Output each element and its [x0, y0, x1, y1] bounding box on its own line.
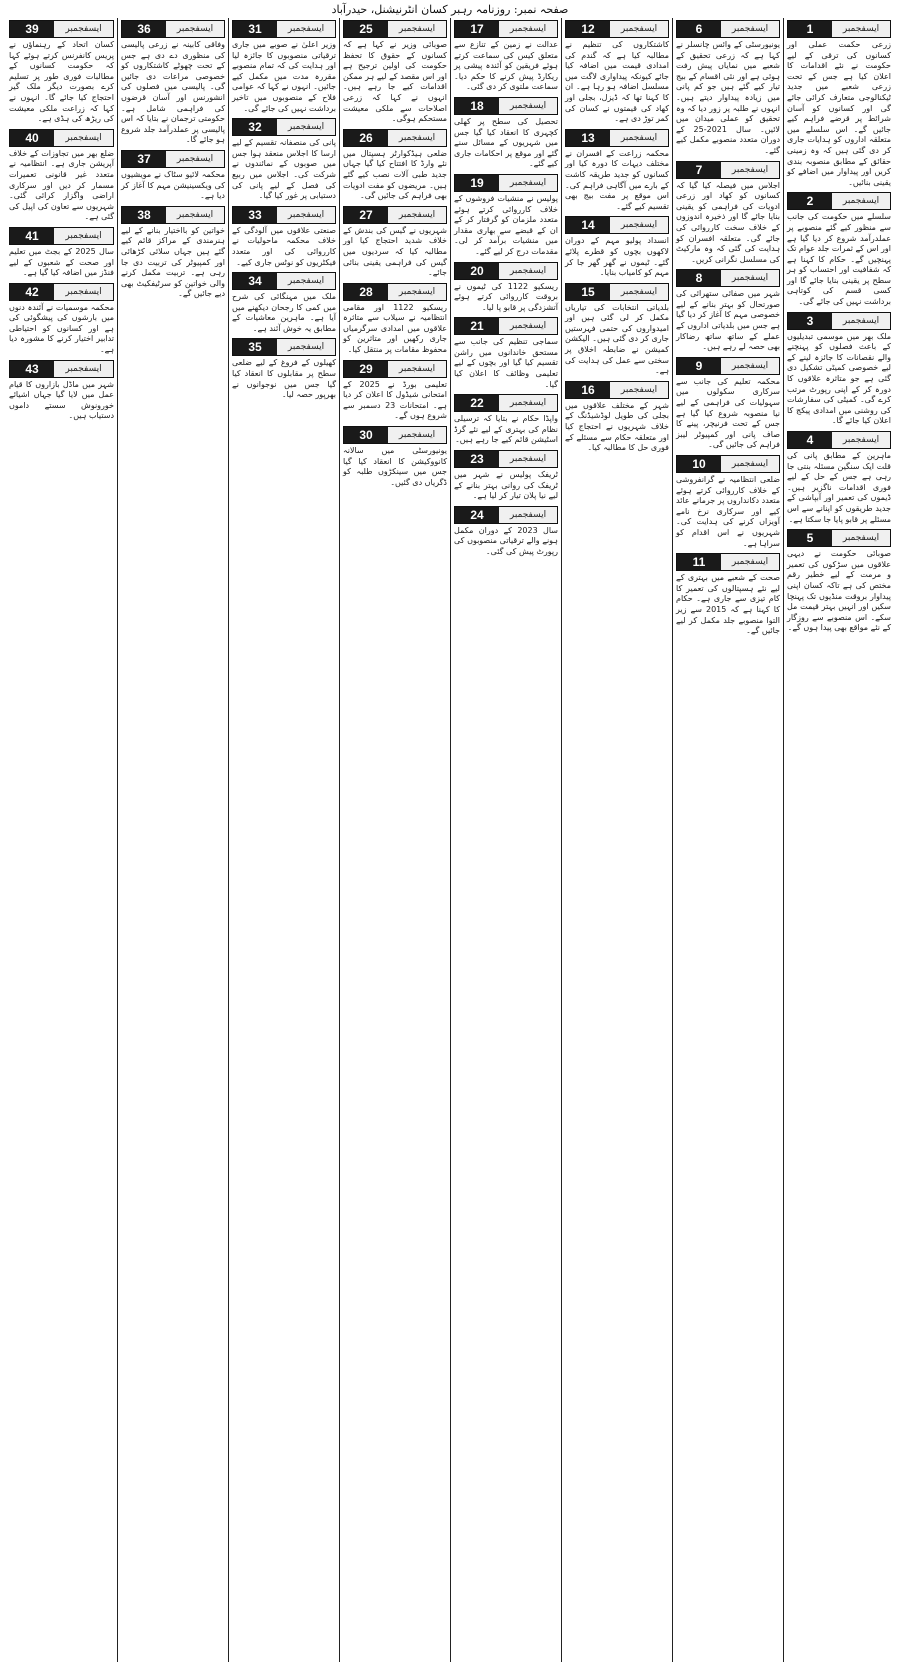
item-header-box	[9, 283, 114, 301]
item-body-text: ملک بھر میں موسمی تبدیلیوں کے باعث فصلوں کو پہنچنے والے نقصانات کا جائزہ لینے کے لیے خصوصی کمیٹی تشکیل دی گئی ہے جو متاثرہ علاقوں کا دورہ کر کے اپنی رپورٹ مرتب کرے گی۔ کمیٹی کی سفارشات کی روشنی میں امدادی پیکج کا اعلان کیا جائے گا۔	[787, 331, 891, 426]
item-number: 35	[233, 339, 277, 355]
item-number: 9	[677, 358, 721, 374]
item-header-box	[787, 431, 891, 449]
item-body-text: ضلع بھر میں تجاوزات کے خلاف آپریشن جاری ہے۔ انتظامیہ نے متعدد غیر قانونی تعمیرات مسمار کر دیں اور سرکاری اراضی واگزار کرائی گئی۔ شہریوں سے تعاون کی اپیل کی گئی ہے۔	[9, 148, 114, 222]
news-item	[454, 97, 558, 170]
item-header-box	[454, 174, 558, 192]
item-number: 23	[455, 451, 499, 467]
item-header-box	[676, 269, 780, 287]
item-number: 2	[788, 193, 832, 209]
item-number: 40	[10, 130, 54, 146]
item-section-label: ایسفجمبر	[731, 557, 769, 568]
item-number: 18	[455, 98, 499, 114]
item-number: 24	[455, 507, 499, 523]
news-item	[676, 269, 780, 353]
item-header-box	[565, 216, 669, 234]
item-header-box	[454, 97, 558, 115]
item-number: 31	[233, 21, 277, 37]
item-number: 26	[344, 130, 388, 146]
item-section-label: ایسفجمبر	[176, 24, 214, 34]
news-item	[454, 506, 558, 558]
item-header-box	[232, 206, 336, 224]
item-body-text: صنعتی علاقوں میں آلودگی کے خلاف محکمہ ماحولیات نے کارروائی کی اور متعدد فیکٹریوں کو نوٹس جاری کیے۔	[232, 225, 336, 267]
item-section-label: ایسفجمبر	[65, 230, 102, 241]
item-number: 36	[122, 21, 166, 37]
item-header-box	[565, 20, 669, 38]
item-number: 5	[788, 530, 832, 546]
item-number: 30	[344, 427, 388, 443]
item-section-label: ایسفجمبر	[731, 360, 769, 371]
item-body-text: ضلعی ہیڈکوارٹر ہسپتال میں نئے وارڈ کا افتتاح کیا گیا جہاں جدید طبی آلات نصب کیے گئے ہیں۔ مریضوں کو مفت ادویات بھی فراہم کی جائیں گی۔	[343, 148, 447, 201]
item-number: 29	[344, 361, 388, 377]
item-number: 4	[788, 432, 832, 448]
item-section-label: ایسفجمبر	[509, 177, 547, 188]
news-item	[676, 357, 780, 451]
item-number: 34	[233, 273, 277, 289]
news-item	[9, 283, 114, 356]
item-body-text: سال 2025 کے بجٹ میں تعلیم اور صحت کے شعبوں کے لیے فنڈز میں اضافہ کیا گیا ہے۔	[9, 246, 114, 278]
item-body-text: محکمہ موسمیات نے آئندہ دنوں میں بارشوں کی پیشگوئی کی ہے اور کسانوں کو احتیاطی تدابیر اختیار کرنے کا مشورہ دیا ہے۔	[9, 302, 114, 355]
item-header-box	[676, 357, 780, 375]
item-number: 28	[344, 284, 388, 300]
item-body-text: کاشتکاروں کی تنظیم نے مطالبہ کیا ہے کہ گندم کی امدادی قیمت میں اضافہ کیا جائے کیونکہ پیداواری لاگت میں مسلسل اضافہ ہو رہا ہے۔ ان کا کہنا تھا کہ ڈیزل، بجلی اور کھاد کی قیمتوں نے کسان کی کمر توڑ دی ہے۔	[565, 40, 669, 124]
item-header-box	[676, 553, 780, 571]
item-number: 38	[122, 207, 166, 223]
news-item	[565, 381, 669, 454]
item-section-label: ایسفجمبر	[176, 209, 214, 220]
news-item	[565, 129, 669, 213]
item-number: 8	[677, 270, 721, 286]
news-item	[787, 431, 891, 525]
item-section-label: ایسفجمبر	[398, 132, 436, 143]
item-header-box	[454, 20, 558, 38]
item-section-label: ایسفجمبر	[620, 286, 658, 297]
item-body-text: تحصیل کی سطح پر کھلی کچہری کا انعقاد کیا گیا جس میں شہریوں کے مسائل سنے گئے اور موقع پر احکامات جاری کیے گئے۔	[454, 116, 558, 169]
item-header-box	[565, 381, 669, 399]
item-header-box	[343, 206, 447, 224]
item-header-box	[9, 360, 114, 378]
news-item	[232, 206, 336, 268]
news-item	[454, 174, 558, 258]
item-header-box	[454, 450, 558, 468]
item-number: 6	[677, 21, 721, 37]
item-header-box	[787, 20, 891, 38]
news-item	[232, 118, 336, 202]
item-body-text: وزیر اعلیٰ نے صوبے میں جاری ترقیاتی منصوبوں کا جائزہ لیا اور ہدایت کی کہ تمام منصوبے مقررہ مدت میں مکمل کیے جائیں۔ انہوں نے کہا کہ عوامی فلاح کے منصوبوں میں تاخیر برداشت نہیں کی جائے گی۔	[232, 40, 336, 113]
item-section-label: ایسفجمبر	[509, 321, 547, 332]
news-item	[343, 426, 447, 488]
news-column	[672, 18, 783, 1662]
item-number: 7	[677, 162, 721, 178]
news-item	[9, 129, 114, 223]
item-section-label: ایسفجمبر	[731, 24, 769, 34]
news-item	[454, 317, 558, 390]
news-column	[561, 18, 672, 1662]
news-item	[454, 20, 558, 93]
news-item	[676, 161, 780, 266]
item-section-label: ایسفجمبر	[65, 363, 102, 374]
item-section-label: ایسفجمبر	[731, 164, 769, 175]
item-number: 12	[566, 21, 610, 37]
news-item	[787, 20, 891, 188]
news-column	[117, 18, 228, 1662]
news-column	[339, 18, 450, 1662]
item-body-text: شہر کے مختلف علاقوں میں بجلی کی طویل لوڈشیڈنگ کے خلاف شہریوں نے احتجاج کیا اور متعلقہ حکام سے مسئلے کے فوری حل کا مطالبہ کیا۔	[565, 400, 669, 453]
item-header-box	[9, 129, 114, 147]
item-section-label: ایسفجمبر	[398, 286, 436, 297]
item-section-label: ایسفجمبر	[842, 196, 880, 207]
news-item	[343, 283, 447, 356]
news-item	[232, 338, 336, 400]
item-number: 3	[788, 313, 832, 329]
item-body-text: شہریوں نے گیس کی بندش کے خلاف شدید احتجاج کیا اور مطالبہ کیا کہ سردیوں میں گیس کی فراہمی یقینی بنائی جائے۔	[343, 225, 447, 278]
item-section-label: ایسفجمبر	[65, 286, 102, 297]
item-header-box	[454, 317, 558, 335]
item-body-text: کھیلوں کے فروغ کے لیے ضلعی سطح پر مقابلوں کا انعقاد کیا گیا جس میں نوجوانوں نے بھرپور حصہ لیا۔	[232, 358, 336, 400]
item-header-box	[454, 262, 558, 280]
item-body-text: واپڈا حکام نے بتایا کہ ترسیلی نظام کی بہتری کے لیے نئے گرڈ اسٹیشن قائم کیے جا رہے ہیں۔	[454, 414, 558, 445]
news-item	[121, 206, 225, 300]
item-body-text: صوبائی وزیر نے کہا ہے کہ کسانوں کے حقوق کا تحفظ حکومت کی اولین ترجیح ہے اور اس مقصد کے لیے ہر ممکن اقدامات کیے جا رہے ہیں۔ انہوں نے کہا کہ زرعی اصلاحات سے ملکی معیشت مستحکم ہوگی۔	[343, 40, 447, 124]
item-number: 42	[10, 284, 54, 300]
item-header-box	[676, 20, 780, 38]
item-body-text: ریسکیو 1122 کی ٹیموں نے بروقت کارروائی کرتے ہوئے آتشزدگی پر قابو پا لیا۔	[454, 281, 558, 312]
news-item	[9, 360, 114, 422]
item-header-box	[343, 129, 447, 147]
item-section-label: ایسفجمبر	[509, 265, 547, 276]
item-body-text: ماہرین کے مطابق پانی کی قلت ایک سنگین مسئلہ بنتی جا رہی ہے جس کے حل کے لیے فوری اقدامات ناگزیر ہیں۔ ڈیموں کی تعمیر اور آبپاشی کے جدید طریقوں کو اپنانے سے اس مسئلے پر قابو پایا جا سکتا ہے۔	[787, 451, 891, 524]
item-header-box	[232, 118, 336, 136]
news-item	[121, 150, 225, 202]
columns-container	[6, 18, 894, 1662]
news-column	[228, 18, 339, 1662]
item-section-label: ایسفجمبر	[65, 132, 102, 143]
item-number: 27	[344, 207, 388, 223]
item-number: 17	[455, 21, 499, 37]
news-item	[343, 206, 447, 279]
news-item	[454, 262, 558, 314]
item-section-label: ایسفجمبر	[287, 209, 325, 220]
item-section-label: ایسفجمبر	[398, 24, 436, 34]
news-item	[676, 553, 780, 637]
item-number: 14	[566, 217, 610, 233]
item-body-text: خواتین کو بااختیار بنانے کے لیے ہنرمندی کے مراکز قائم کیے گئے ہیں جہاں سلائی کڑھائی اور کمپیوٹر کی تربیت دی جا رہی ہے۔ تربیت مکمل کرنے والی خواتین کو سرٹیفکیٹ بھی دیے جائیں گے۔	[121, 225, 225, 299]
item-number: 25	[344, 21, 388, 37]
item-section-label: ایسفجمبر	[620, 220, 658, 231]
item-body-text: محکمہ تعلیم کی جانب سے سرکاری سکولوں میں سہولیات کی فراہمی کے لیے نیا منصوبہ شروع کیا گیا ہے جس کے تحت فرنیچر، پینے کا صاف پانی اور کمپیوٹر لیبز فراہم کی جائیں گی۔	[676, 376, 780, 450]
item-header-box	[565, 283, 669, 301]
item-section-label: ایسفجمبر	[842, 315, 880, 326]
item-number: 11	[677, 554, 721, 570]
item-number: 33	[233, 207, 277, 223]
item-section-label: ایسفجمبر	[731, 273, 769, 284]
item-body-text: عدالت نے زمین کے تنازع سے متعلق کیس کی سماعت کرتے ہوئے فریقین کو آئندہ پیشی پر ریکارڈ پیش کرنے کا حکم دیا۔ سماعت ملتوی کر دی گئی۔	[454, 40, 558, 92]
item-header-box	[343, 20, 447, 38]
item-number: 43	[10, 361, 54, 377]
item-header-box	[343, 426, 447, 444]
item-section-label: ایسفجمبر	[842, 435, 880, 445]
item-body-text: شہر میں ماڈل بازاروں کا قیام عمل میں لایا گیا جہاں اشیائے خورونوش سستے داموں دستیاب ہیں۔	[9, 379, 114, 421]
item-header-box	[676, 455, 780, 473]
item-section-label: ایسفجمبر	[731, 459, 769, 469]
item-header-box	[121, 206, 225, 224]
item-header-box	[343, 360, 447, 378]
item-header-box	[232, 272, 336, 290]
item-section-label: ایسفجمبر	[287, 342, 325, 353]
news-column	[6, 18, 117, 1662]
news-column	[783, 18, 894, 1662]
news-item	[232, 272, 336, 334]
page-masthead: صفحہ نمبر: روزنامہ رہبر کسان انٹرنیشنل، حیدرآباد	[331, 3, 569, 16]
item-section-label: ایسفجمبر	[509, 454, 547, 465]
item-body-text: ملک میں مہنگائی کی شرح میں کمی کا رجحان دیکھنے میں آیا ہے۔ ماہرین معاشیات کے مطابق یہ خوش آئند ہے۔	[232, 292, 336, 333]
item-header-box	[9, 20, 114, 38]
item-header-box	[232, 20, 336, 38]
news-column	[450, 18, 561, 1662]
item-header-box	[787, 192, 891, 210]
item-body-text: ریسکیو 1122 اور مقامی انتظامیہ نے سیلاب سے متاثرہ علاقوں میں امدادی سرگرمیاں جاری رکھیں اور متاثرین کو محفوظ مقامات پر منتقل کیا۔	[343, 302, 447, 355]
item-header-box	[787, 312, 891, 330]
news-item	[787, 312, 891, 427]
news-item	[676, 455, 780, 549]
item-body-text: تعلیمی بورڈ نے 2025 کے امتحانی شیڈول کا اعلان کر دیا ہے۔ امتحانات 23 دسمبر سے شروع ہوں گے۔	[343, 379, 447, 421]
item-body-text: کسان اتحاد کے رہنماؤں نے پریس کانفرنس کرتے ہوئے کہا کہ حکومت کسانوں کے مطالبات فوری طور پر تسلیم کرے بصورت دیگر ملک گیر احتجاج کیا جائے گا۔ انہوں نے کہا کہ زراعت ملکی معیشت کی ریڑھ کی ہڈی ہے۔	[9, 40, 114, 124]
item-body-text: زرعی حکمت عملی اور کسانوں کی ترقی کے لیے حکومت نے نئے اقدامات کا اعلان کیا ہے جس کے تحت زرعی شعبے میں جدید ٹیکنالوجی متعارف کرائی جائے گی اور کسانوں کو آسان شرائط پر قرضے فراہم کیے جائیں گے۔ اس سلسلے میں متعلقہ اداروں کو ہدایات جاری کر دی گئی ہیں کہ وہ زمینی حقائق کے مطابق منصوبہ بندی کریں اور پیداوار میں اضافے کو یقینی بنائیں۔	[787, 40, 891, 187]
item-number: 41	[10, 228, 54, 244]
item-section-label: ایسفجمبر	[620, 384, 658, 395]
item-section-label: ایسفجمبر	[620, 24, 658, 34]
item-section-label: ایسفجمبر	[287, 122, 325, 133]
item-body-text: یونیورسٹی میں سالانہ کانووکیشن کا انعقاد کیا گیا جس میں سینکڑوں طلبہ کو ڈگریاں دی گئیں۔	[343, 446, 447, 487]
item-header-box	[676, 161, 780, 179]
item-section-label: ایسفجمبر	[509, 509, 547, 520]
item-section-label: ایسفجمبر	[65, 24, 102, 34]
item-number: 39	[10, 21, 54, 37]
news-item	[565, 283, 669, 377]
item-section-label: ایسفجمبر	[842, 533, 880, 544]
item-body-text: وفاقی کابینہ نے زرعی پالیسی کی منظوری دے دی ہے جس کے تحت چھوٹے کاشتکاروں کو خصوصی مراعات دی جائیں گی۔ پالیسی میں فصلوں کی انشورنس اور آسان قرضوں کی فراہمی شامل ہے۔ حکومتی ترجمان نے بتایا کہ اس پالیسی پر عملدرآمد جلد شروع ہو جائے گا۔	[121, 40, 225, 145]
item-body-text: انسداد پولیو مہم کے دوران لاکھوں بچوں کو قطرے پلائے گئے۔ ٹیموں نے گھر گھر جا کر مہم کو کامیاب بنایا۔	[565, 236, 669, 278]
news-item	[787, 529, 891, 634]
item-body-text: سماجی تنظیم کی جانب سے مستحق خاندانوں میں راشن تقسیم کیا گیا اور بچوں کے لیے تعلیمی وظائف کا اعلان کیا گیا۔	[454, 337, 558, 389]
item-body-text: شہر میں صفائی ستھرائی کی صورتحال کو بہتر بنانے کے لیے خصوصی مہم کا آغاز کر دیا گیا ہے جس میں بلدیاتی اداروں کے عملے کے ساتھ ساتھ رضاکار بھی حصہ لے رہے ہیں۔	[676, 289, 780, 352]
item-number: 22	[455, 395, 499, 411]
item-body-text: ٹریفک پولیس نے شہر میں ٹریفک کی روانی بہتر بنانے کے لیے نیا پلان تیار کر لیا ہے۔	[454, 470, 558, 501]
item-number: 19	[455, 175, 499, 191]
news-item	[232, 20, 336, 114]
news-item	[565, 216, 669, 278]
item-number: 16	[566, 382, 610, 398]
item-header-box	[121, 150, 225, 168]
item-section-label: ایسفجمبر	[842, 24, 880, 34]
item-body-text: یونیورسٹی کے وائس چانسلر نے کہا ہے کہ زرعی تحقیق کے شعبے میں نمایاں پیش رفت ہوئی ہے اور نئی اقسام کے بیج تیار کیے گئے ہیں جو کم پانی میں زیادہ پیداوار دیتے ہیں۔ انہوں نے طلبہ پر زور دیا کہ وہ تحقیق کو عملی میدان میں لائیں۔ سال 2021-25 کے دوران متعدد منصوبے مکمل کیے گئے۔	[676, 40, 780, 155]
news-item	[9, 20, 114, 125]
item-section-label: ایسفجمبر	[398, 209, 436, 220]
item-body-text: ضلعی انتظامیہ نے گرانفروشی کے خلاف کارروائی کرتے ہوئے متعدد دکانداروں پر جرمانے عائد کیے اور سرکاری نرخ نامے آویزاں کرنے کی ہدایت کی۔ شہریوں نے اس اقدام کو سراہا ہے۔	[676, 475, 780, 548]
news-item	[343, 129, 447, 202]
item-body-text: محکمہ لائیو سٹاک نے مویشیوں کی ویکسینیشن مہم کا آغاز کر دیا ہے۔	[121, 169, 225, 201]
item-number: 13	[566, 130, 610, 146]
item-section-label: ایسفجمبر	[620, 132, 658, 143]
item-body-text: بلدیاتی انتخابات کی تیاریاں مکمل کر لی گئی ہیں اور امیدواروں کی حتمی فہرستیں جاری کر دی گئی ہیں۔ الیکشن کمیشن نے ضابطہ اخلاق پر سختی سے عمل کی ہدایت کی ہے۔	[565, 302, 669, 376]
news-item	[343, 360, 447, 422]
item-number: 10	[677, 456, 721, 472]
item-body-text: سال 2023 کے دوران مکمل ہونے والے ترقیاتی منصوبوں کی رپورٹ پیش کی گئی۔	[454, 525, 558, 556]
item-header-box	[121, 20, 225, 38]
news-item	[454, 450, 558, 502]
item-header-box	[232, 338, 336, 356]
news-item	[454, 394, 558, 446]
item-number: 20	[455, 263, 499, 279]
item-section-label: ایسفجمبر	[176, 153, 214, 164]
item-body-text: پولیس نے منشیات فروشوں کے خلاف کارروائی کرتے ہوئے متعدد ملزمان کو گرفتار کر کے ان کے قبضے سے بھاری مقدار میں منشیات برآمد کر لی۔ مقدمات درج کر لیے گئے۔	[454, 193, 558, 256]
item-header-box	[9, 227, 114, 245]
item-body-text: سلسلے میں حکومت کی جانب سے منظور کیے گئے منصوبے پر عملدرآمد شروع کر دیا گیا ہے اور اس کے ثمرات جلد عوام تک پہنچیں گے۔ حکام کا کہنا ہے کہ شفافیت اور احتساب کو ہر سطح پر یقینی بنایا جائے گا اور کسی قسم کی کوتاہی برداشت نہیں کی جائے گی۔	[787, 212, 891, 307]
news-item	[676, 20, 780, 157]
item-body-text: صحت کے شعبے میں بہتری کے لیے نئے ہسپتالوں کی تعمیر کا کام تیزی سے جاری ہے۔ حکام کا کہنا ہے کہ 2015 سے زیر التوا منصوبے جلد مکمل کر لیے جائیں گے۔	[676, 573, 781, 636]
item-header-box	[565, 129, 669, 147]
item-body-text: محکمہ زراعت کے افسران نے مختلف دیہات کا دورہ کیا اور کسانوں کو جدید طریقہ کاشت کے بارے میں آگاہی فراہم کی۔ اس موقع پر مفت بیج بھی تقسیم کیے گئے۔	[565, 148, 669, 211]
item-header-box	[454, 394, 558, 412]
item-section-label: ایسفجمبر	[509, 100, 547, 111]
item-header-box	[787, 529, 891, 547]
item-section-label: ایسفجمبر	[509, 398, 547, 409]
item-body-text: پانی کی منصفانہ تقسیم کے لیے ارسا کا اجلاس منعقد ہوا جس میں صوبوں کے نمائندوں نے شرکت کی۔ اجلاس میں ربیع کی فصل کے لیے پانی کی دستیابی پر غور کیا گیا۔	[232, 138, 336, 201]
news-item	[121, 20, 225, 146]
item-header-box	[454, 506, 558, 524]
item-number: 21	[455, 318, 499, 334]
news-item	[565, 20, 669, 125]
item-number: 1	[788, 21, 832, 37]
item-section-label: ایسفجمبر	[398, 363, 436, 374]
item-section-label: ایسفجمبر	[509, 24, 547, 34]
item-body-text: اجلاس میں فیصلہ کیا گیا کہ کسانوں کو کھاد اور زرعی ادویات کی فراہمی کو یقینی بنایا جائے گا اور ذخیرہ اندوزوں کے خلاف سخت کارروائی کی جائے گی۔ متعلقہ افسران کو ہدایت کی گئی کہ وہ مارکیٹ کی مسلسل نگرانی کریں۔	[676, 180, 780, 264]
item-section-label: ایسفجمبر	[287, 276, 325, 287]
item-section-label: ایسفجمبر	[398, 430, 436, 441]
news-item	[9, 227, 114, 279]
item-number: 32	[233, 119, 277, 135]
item-number: 37	[122, 151, 166, 167]
item-section-label: ایسفجمبر	[287, 24, 325, 34]
item-body-text: صوبائی حکومت نے دیہی علاقوں میں سڑکوں کی تعمیر و مرمت کے لیے خطیر رقم مختص کی ہے تاکہ کسان اپنی پیداوار بروقت منڈیوں تک پہنچا سکیں اور انہیں بہتر قیمت مل سکے۔ اس منصوبے سے روزگار کے نئے مواقع بھی پیدا ہوں گے۔	[787, 549, 891, 633]
news-item	[787, 192, 891, 307]
item-header-box	[343, 283, 447, 301]
item-number: 15	[566, 284, 610, 300]
news-item	[343, 20, 447, 125]
